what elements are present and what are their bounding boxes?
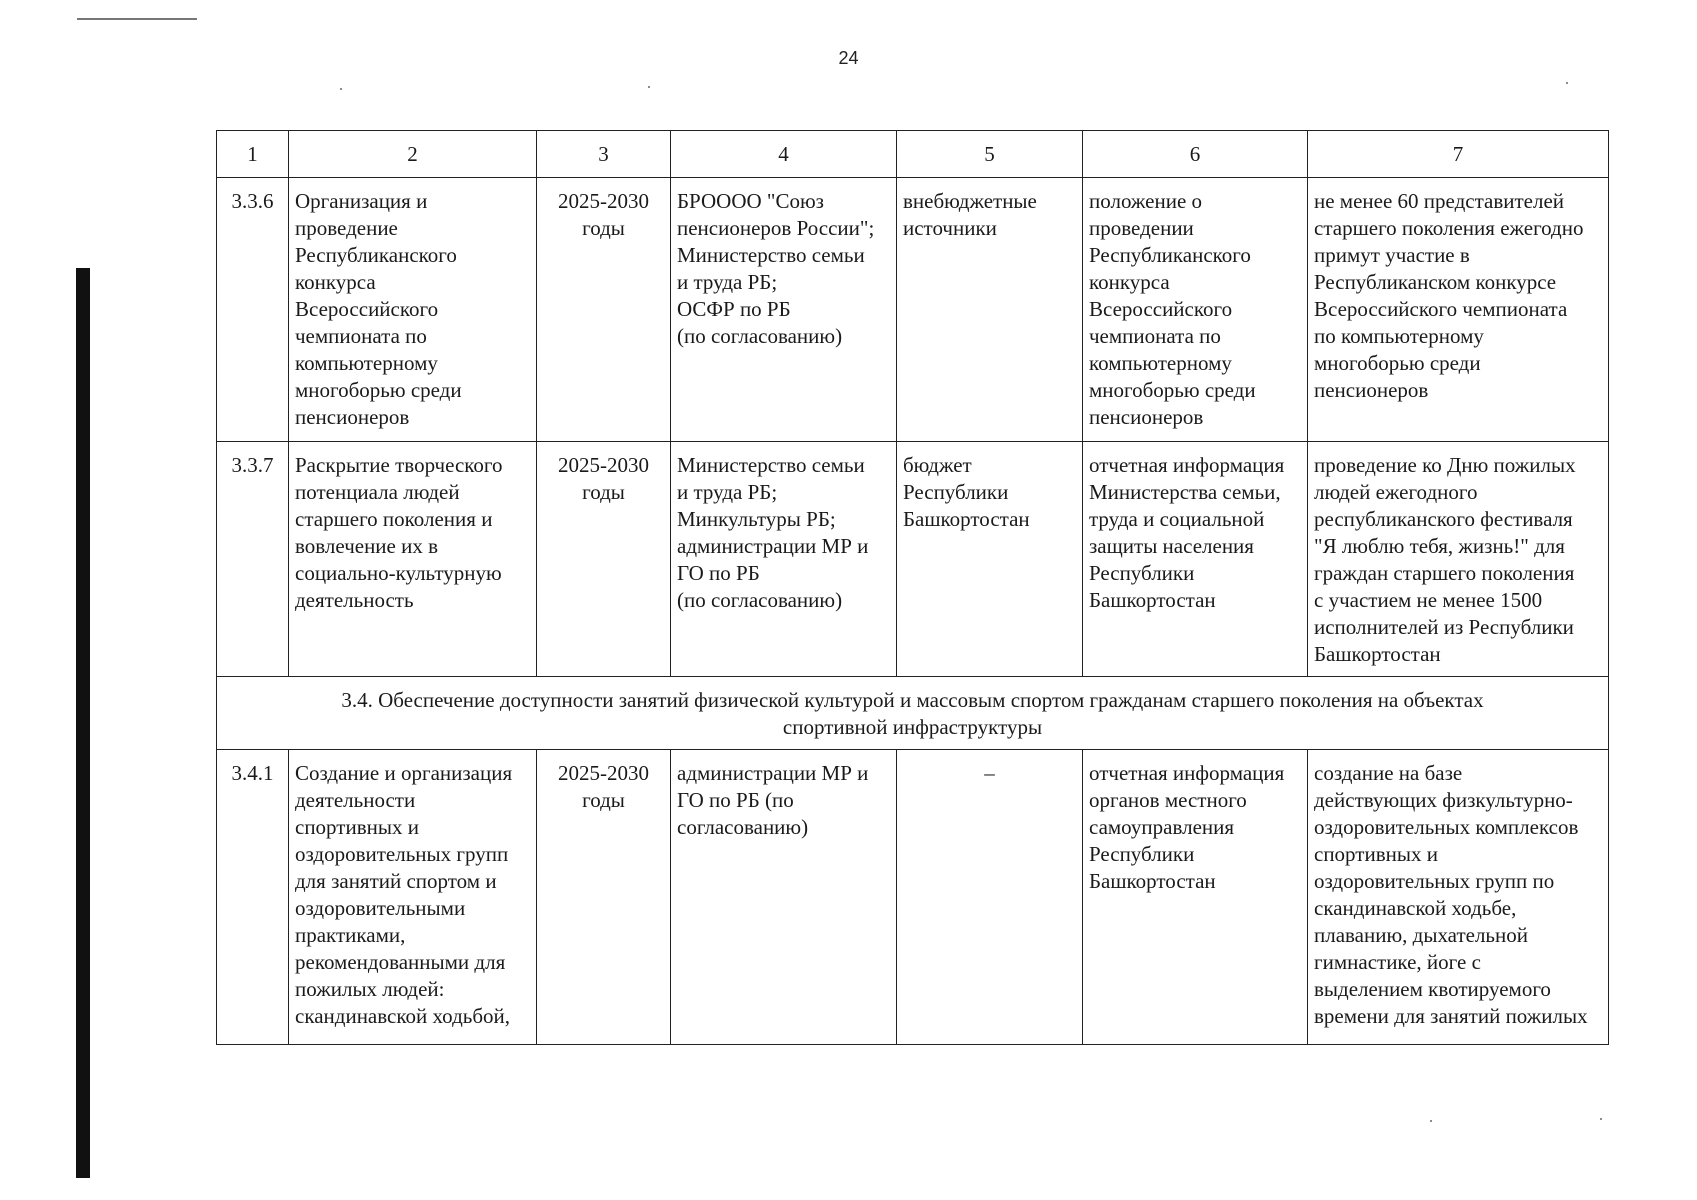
scan-speck	[1600, 1118, 1602, 1120]
table-row	[217, 178, 1609, 442]
column-header: 7	[1308, 131, 1609, 178]
period: 2025-2030 годы	[537, 750, 671, 1045]
row-number: 3.4.1	[217, 750, 289, 1045]
section-heading: 3.4. Обеспечение доступности занятий физической культурой и массовым спортом гражданам старшего поколения на объектах спортивной инфраструктуры	[217, 677, 1609, 750]
column-header: 5	[897, 131, 1083, 178]
activity-name: Раскрытие творческого потенциала людей старшего поколения и вовлечение их в социально-культурную деятельность	[289, 442, 537, 677]
funding-source: внебюджетные источники	[897, 178, 1083, 442]
column-header: 4	[671, 131, 897, 178]
document-type: отчетная информация органов местного самоуправления Республики Башкортостан	[1083, 750, 1308, 1045]
scan-speck	[340, 88, 342, 90]
page-number: 24	[838, 48, 859, 68]
expected-result: создание на базе действующих физкультурно- оздоровительных комплексов спортивных и оздоровительных групп по скандинавской ходьбе, плаванию, дыхательной гимнастике, йоге с выделением квотируемого времени для занятий пожилых	[1308, 750, 1609, 1045]
row-number: 3.3.7	[217, 442, 289, 677]
scan-artifact-top-line	[77, 18, 197, 20]
table-row	[217, 750, 1609, 1045]
column-header: 6	[1083, 131, 1308, 178]
column-header: 2	[289, 131, 537, 178]
executors: Министерство семьи и труда РБ; Минкультуры РБ; администрации МР и ГО по РБ (по согласованию)	[671, 442, 897, 677]
period: 2025-2030 годы	[537, 442, 671, 677]
table-row	[217, 442, 1609, 677]
scan-speck	[1566, 82, 1568, 84]
executors: БРОООО "Союз пенсионеров России"; Министерство семьи и труда РБ; ОСФР по РБ (по согласованию)	[671, 178, 897, 442]
scan-speck	[1430, 1120, 1432, 1122]
activity-name: Создание и организация деятельности спортивных и оздоровительных групп для занятий спортом и оздоровительными практиками, рекомендованными для пожилых людей: скандинавской ходьбой,	[289, 750, 537, 1045]
column-header: 3	[537, 131, 671, 178]
funding-source: бюджет Республики Башкортостан	[897, 442, 1083, 677]
funding-source: –	[897, 750, 1083, 1045]
scan-artifact-left-bar	[76, 268, 90, 1178]
document-type: положение о проведении Республиканского конкурса Всероссийского чемпионата по компьютерному многоборью среди пенсионеров	[1083, 178, 1308, 442]
column-header-row	[217, 131, 1609, 178]
period: 2025-2030 годы	[537, 178, 671, 442]
executors: администрации МР и ГО по РБ (по согласованию)	[671, 750, 897, 1045]
activity-name: Организация и проведение Республиканского конкурса Всероссийского чемпионата по компьютерному многоборью среди пенсионеров	[289, 178, 537, 442]
plan-table	[216, 130, 1609, 1045]
expected-result: не менее 60 представителей старшего поколения ежегодно примут участие в Республиканском конкурсе Всероссийского чемпионата по компьютерному многоборью среди пенсионеров	[1308, 178, 1609, 442]
section-row	[217, 677, 1609, 750]
expected-result: проведение ко Дню пожилых людей ежегодного республиканского фестиваля "Я люблю тебя, жизнь!" для граждан старшего поколения с участием не менее 1500 исполнителей из Республики Башкортостан	[1308, 442, 1609, 677]
document-type: отчетная информация Министерства семьи, труда и социальной защиты населения Республики Башкортостан	[1083, 442, 1308, 677]
row-number: 3.3.6	[217, 178, 289, 442]
scan-speck	[648, 86, 650, 88]
column-header: 1	[217, 131, 289, 178]
